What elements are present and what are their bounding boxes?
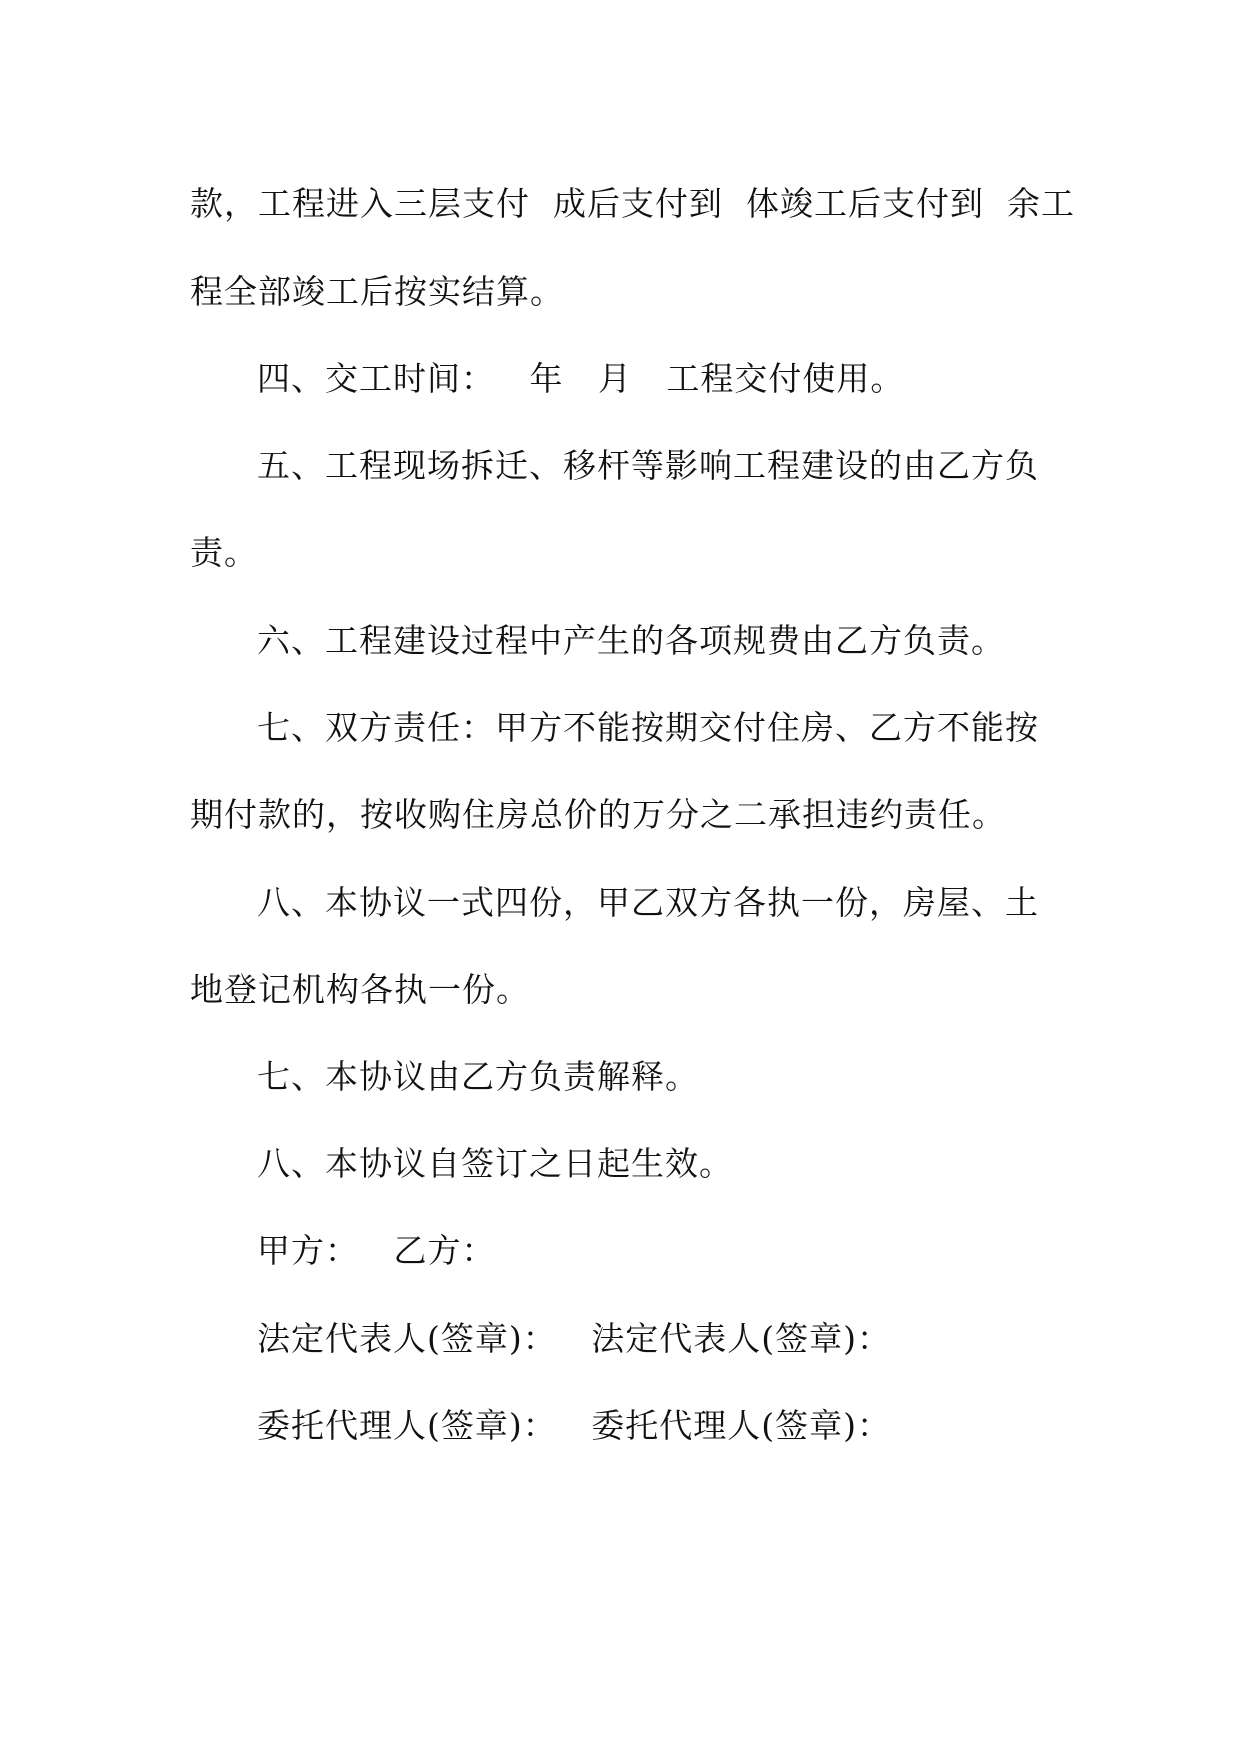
clause-eight-copies-line-1: 八、本协议一式四份，甲乙双方各执一份，房屋、土 [257, 883, 1039, 922]
clause-five-line-2: 责。 [190, 533, 258, 572]
signature-authorized-agents: 委托代理人(签章)： 委托代理人(签章)： [257, 1406, 891, 1445]
clause-interpretation: 七、本协议由乙方负责解释。 [257, 1057, 699, 1096]
clause-three-continued-line-2: 程全部竣工后按实结算。 [190, 272, 564, 311]
clause-six-fees: 六、工程建设过程中产生的各项规费由乙方负责。 [257, 621, 1005, 660]
clause-seven-liability-line-2: 期付款的，按收购住房总价的万分之二承担违约责任。 [190, 795, 1006, 834]
signature-parties: 甲方： 乙方： [257, 1231, 496, 1270]
clause-four-delivery-time: 四、交工时间： 年 月 工程交付使用。 [257, 359, 905, 398]
signature-legal-representatives: 法定代表人(签章)： 法定代表人(签章)： [257, 1319, 891, 1358]
clause-seven-liability-line-1: 七、双方责任：甲方不能按期交付住房、乙方不能按 [257, 708, 1039, 747]
clause-effective-date: 八、本协议自签订之日起生效。 [257, 1144, 733, 1183]
clause-three-continued-line-1: 款，工程进入三层支付 成后支付到 体竣工后支付到 余工 [190, 184, 1075, 223]
clause-eight-copies-line-2: 地登记机构各执一份。 [190, 970, 530, 1009]
clause-five-line-1: 五、工程现场拆迁、移杆等影响工程建设的由乙方负 [257, 446, 1039, 485]
